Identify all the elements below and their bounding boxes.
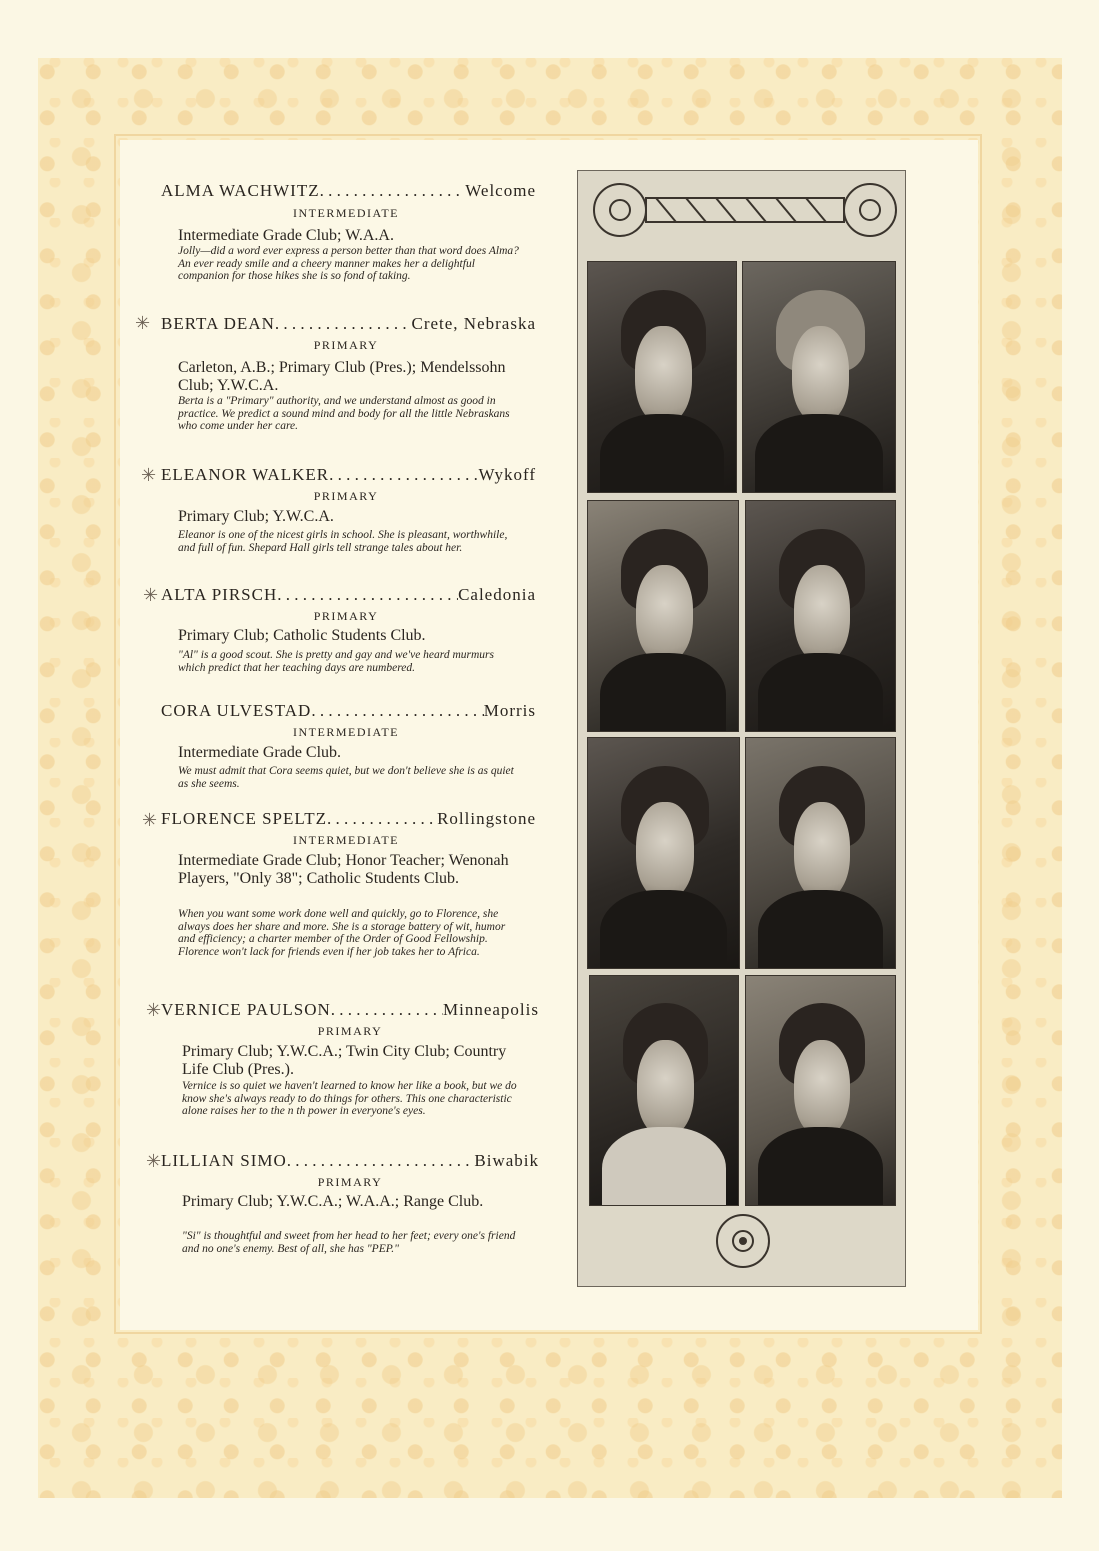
asterisk-star-icon: ✳ — [141, 465, 157, 485]
division-label: PRIMARY — [317, 1024, 383, 1038]
student-name: CORA ULVESTAD — [161, 701, 312, 720]
student-name: ALTA PIRSCH — [161, 585, 278, 604]
bio-text: Jolly—did a word ever express a person better than that word does Alma? An ever ready smile and a cheery manner makes her a delightful companion for those hikes she is so fond of taking. — [178, 245, 519, 282]
bio-text: When you want some work done well and quickly, go to Florence, she always does her share and more. She is a storage battery of wit, humor and efficiency; a charter member of the Order of Good Fellowship. Florence won't lack for friends even if her job takes her to Africa. — [178, 908, 506, 958]
hometown: Morris — [483, 701, 536, 720]
bio-text: Eleanor is one of the nicest girls in school. She is pleasant, worthwhile, and full of fun. Shepard Hall girls tell strange tales about her. — [178, 529, 508, 554]
division-label: PRIMARY — [313, 489, 379, 503]
student-name: BERTA DEAN — [161, 314, 275, 333]
bio-text: "Si" is thoughtful and sweet from her head to her feet; every one's friend and no one's enemy. Best of all, she has "PEP." — [182, 1230, 516, 1255]
rosette-ornament-icon — [714, 1212, 772, 1270]
division-label: PRIMARY — [313, 609, 379, 623]
entry-name-line — [161, 701, 536, 721]
portrait-photo — [742, 261, 896, 493]
asterisk-star-icon: ✳ — [146, 1151, 162, 1171]
portrait-photo — [589, 975, 739, 1206]
student-name: VERNICE PAULSON — [161, 1000, 331, 1019]
rosette-ornament-icon — [590, 178, 900, 242]
division-label: PRIMARY — [317, 1175, 383, 1189]
clubs-text: Primary Club; Catholic Students Club. — [178, 627, 426, 644]
clubs-text: Primary Club; Y.W.C.A.; W.A.A.; Range Club. — [182, 1193, 484, 1210]
clubs-text: Intermediate Grade Club; W.A.A. — [178, 227, 394, 244]
student-name: FLORENCE SPELTZ — [161, 809, 327, 828]
entry-name-line — [161, 465, 536, 485]
bio-text: Vernice is so quiet we haven't learned to know her like a book, but we do know she's always ready to do things for others. This one characteristic alone raises her to the n th power in everyone's eyes. — [182, 1080, 517, 1117]
bio-text: Berta is a "Primary" authority, and we understand almost as good in practice. We predict a sound mind and body for all the little Nebraskans who come under her care. — [178, 395, 510, 432]
student-name: ELEANOR WALKER — [161, 465, 330, 484]
entry-name-line — [161, 585, 536, 605]
hometown: Biwabik — [474, 1151, 539, 1170]
portrait-photo — [587, 737, 740, 969]
hometown: Crete, Nebraska — [411, 314, 536, 333]
bio-text: We must admit that Cora seems quiet, but we don't believe she is as quiet as she seems. — [178, 765, 514, 790]
student-name: LILLIAN SIMO — [161, 1151, 287, 1170]
portrait-photo — [745, 500, 896, 732]
hometown: Welcome — [465, 181, 536, 200]
clubs-text: Carleton, A.B.; Primary Club (Pres.); Mendelssohn Club; Y.W.C.A. — [178, 359, 506, 394]
division-label: PRIMARY — [313, 338, 379, 352]
entry-name-line — [161, 314, 536, 334]
clubs-text: Primary Club; Y.W.C.A.; Twin City Club; Country Life Club (Pres.). — [182, 1043, 507, 1078]
hometown: Caledonia — [458, 585, 536, 604]
bio-text: "Al" is a good scout. She is pretty and gay and we've heard murmurs which predict that her teaching days are numbered. — [178, 649, 494, 674]
clubs-text: Primary Club; Y.W.C.A. — [178, 508, 334, 525]
portrait-photo — [587, 500, 739, 732]
student-name: ALMA WACHWITZ — [161, 181, 320, 200]
asterisk-star-icon: ✳ — [142, 810, 158, 830]
portrait-photo — [745, 975, 896, 1206]
hometown: Rollingstone — [437, 809, 536, 828]
portrait-photo — [587, 261, 737, 493]
entry-name-line — [161, 181, 536, 201]
division-label: INTERMEDIATE — [293, 725, 399, 739]
division-label: INTERMEDIATE — [293, 833, 399, 847]
entry-name-line — [161, 1151, 539, 1171]
hometown: Wykoff — [478, 465, 536, 484]
entry-name-line — [161, 1000, 539, 1020]
clubs-text: Intermediate Grade Club. — [178, 744, 342, 761]
asterisk-star-icon: ✳ — [143, 585, 159, 605]
hometown: Minneapolis — [443, 1000, 539, 1019]
division-label: INTERMEDIATE — [293, 206, 399, 220]
portrait-photo — [745, 737, 896, 969]
asterisk-star-icon: ✳ — [135, 313, 151, 333]
clubs-text: Intermediate Grade Club; Honor Teacher; Wenonah Players, "Only 38"; Catholic Students Club. — [178, 852, 509, 887]
entry-name-line — [161, 809, 536, 829]
asterisk-star-icon: ✳ — [146, 1000, 162, 1020]
